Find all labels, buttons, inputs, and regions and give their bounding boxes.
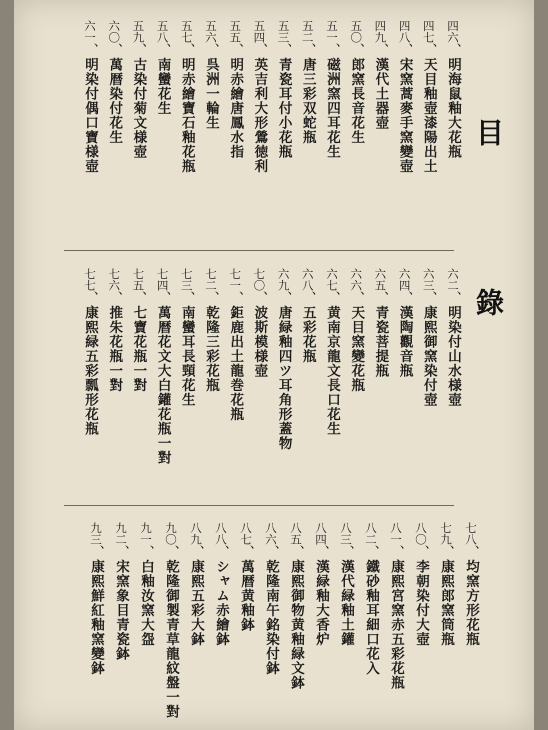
entry-separator: 、: [82, 291, 98, 306]
toc-entry: [462, 522, 479, 647]
toc-entry: [250, 268, 267, 378]
toc-entry: [105, 20, 122, 145]
entry-separator: 、: [163, 545, 179, 560]
entry-separator: 、: [251, 43, 268, 58]
entry-number: 七一: [228, 268, 243, 291]
entry-number: 七二: [204, 268, 218, 291]
entry-number: 六八: [300, 268, 315, 291]
entry-title: 萬暦染付花生: [106, 57, 123, 145]
entry-separator: 、: [420, 291, 437, 306]
entry-separator: 、: [463, 545, 479, 560]
entry-title: 康熙御物黄釉緑文鉢: [288, 559, 304, 690]
toc-entry: [420, 20, 437, 174]
toc-entry: [178, 20, 195, 174]
entry-title: 波斯模様壺: [251, 305, 268, 378]
entry-title: 萬暦黄釉鉢: [238, 559, 254, 632]
toc-entry: [81, 268, 98, 436]
entry-title: 萬暦花文大白鑵花瓶一對: [154, 305, 171, 465]
toc-entry: [347, 268, 364, 393]
entry-number: 五六: [204, 20, 218, 43]
toc-entry: [287, 522, 304, 690]
entry-number: 八三: [339, 522, 353, 545]
toc-entry: [347, 20, 364, 145]
entry-separator: 、: [324, 291, 340, 306]
entry-separator: 、: [263, 545, 279, 560]
entry-number: 七六: [107, 268, 122, 291]
entry-title: シャム赤繪鉢: [213, 559, 229, 647]
entry-number: 八九: [189, 522, 203, 545]
entry-number: 六三: [421, 268, 436, 291]
toc-entry: [323, 20, 340, 159]
toc-entry: [212, 522, 229, 647]
entry-separator: 、: [438, 545, 454, 560]
entry-title: 李朝染付大壺: [413, 559, 429, 647]
entry-separator: 、: [106, 43, 123, 58]
entry-separator: 、: [130, 291, 147, 306]
toc-entry: [437, 522, 454, 647]
entry-title: 天目釉壺漆陽出土: [420, 57, 437, 174]
toc-entry: [87, 522, 104, 676]
toc-entry: [275, 20, 292, 159]
entry-title: 磁洲窯四耳花生: [324, 57, 340, 159]
entry-separator: 、: [372, 43, 389, 58]
toc-entry: [396, 20, 413, 174]
entry-title: 五彩花瓶: [299, 305, 316, 364]
entry-title: 南蠻花生: [154, 57, 171, 116]
entry-number: 九〇: [164, 522, 178, 545]
toc-entry: [444, 20, 461, 159]
entry-number: 六四: [397, 268, 412, 291]
entry-number: 五四: [252, 20, 267, 43]
entry-separator: 、: [275, 291, 292, 306]
entry-title: 明染付山水様壺: [445, 305, 461, 407]
entry-number: 六九: [276, 268, 291, 291]
entry-title: 青瓷耳付小花瓶: [275, 57, 292, 159]
entry-separator: 、: [251, 291, 268, 306]
entry-separator: 、: [227, 291, 244, 306]
entry-separator: 、: [203, 43, 219, 58]
section-divider-top: [64, 250, 454, 251]
entry-number: 五九: [131, 20, 146, 43]
toc-entry: [299, 268, 316, 364]
entry-separator: 、: [188, 545, 204, 560]
entry-number: 八六: [264, 522, 278, 545]
entry-number: 七九: [439, 522, 453, 545]
entry-title: 郎窯長音花生: [348, 57, 365, 145]
entry-separator: 、: [396, 291, 413, 306]
entry-separator: 、: [82, 43, 98, 58]
toc-entry: [444, 268, 461, 407]
entry-number: 五二: [300, 20, 315, 43]
section-divider-bottom: [64, 505, 454, 506]
entry-number: 八一: [389, 522, 403, 545]
toc-entry: [387, 522, 404, 690]
entry-number: 七四: [155, 268, 170, 291]
entry-separator: 、: [213, 545, 229, 560]
toc-entry: [323, 268, 340, 436]
entry-number: 八二: [364, 522, 378, 545]
entry-number: 九三: [89, 522, 103, 545]
entry-separator: 、: [275, 43, 292, 58]
entry-title: 明赤繪寶石釉花瓶: [178, 57, 195, 174]
entry-number: 九二: [114, 522, 128, 545]
entry-separator: 、: [324, 43, 340, 58]
entry-title: 鐵砂釉耳細口花入: [363, 559, 379, 676]
entry-title: 漢代土器壺: [372, 57, 389, 130]
entry-separator: 、: [88, 545, 104, 560]
entry-separator: 、: [299, 291, 316, 306]
entry-number: 七八: [464, 522, 478, 545]
entry-title: 康熙緑五彩瓢形花瓶: [82, 305, 98, 436]
entry-number: 八〇: [414, 522, 428, 545]
entry-separator: 、: [396, 43, 413, 58]
toc-entry: [154, 20, 171, 116]
toc-entry: [275, 268, 292, 451]
entry-title: 明赤繪唐鳳水指: [227, 57, 244, 159]
toc-entry: [81, 20, 98, 174]
entry-separator: 、: [178, 291, 195, 306]
entry-title: 白釉汝窯大盌: [138, 559, 154, 647]
entry-number: 七五: [131, 268, 146, 291]
entry-title: 唐緑釉四ツ耳角形蓋物: [275, 305, 292, 451]
entry-separator: 、: [138, 545, 154, 560]
entry-title: 康熙郎窯筒瓶: [438, 559, 454, 647]
entry-separator: 、: [413, 545, 429, 560]
entry-number: 六二: [446, 268, 460, 291]
entry-title: 唐三彩双蛇瓶: [299, 57, 316, 145]
toc-entry: [105, 268, 122, 393]
toc-entry: [137, 522, 154, 647]
entry-separator: 、: [203, 291, 219, 306]
entry-title: 康熙宮窯赤五彩花瓶: [388, 559, 404, 690]
entry-title: 漢代緑釉土鑵: [338, 559, 354, 647]
entry-title: 康熙鮮紅釉窯變鉢: [88, 559, 104, 676]
entry-title: 天目窯變花瓶: [348, 305, 365, 393]
entry-title: 鉅鹿出土龍巻花瓶: [227, 305, 244, 422]
entry-number: 四七: [421, 20, 436, 43]
toc-entry: [129, 20, 146, 159]
entry-title: 漢緑釉大香炉: [313, 559, 329, 647]
toc-entry: [226, 268, 243, 422]
toc-entry: [226, 20, 243, 159]
entry-title: 古染付菊文様壺: [130, 57, 147, 159]
entry-number: 五七: [179, 20, 194, 43]
entry-separator: 、: [178, 43, 195, 58]
entry-number: 八八: [214, 522, 228, 545]
entry-title: 漢陶觀音瓶: [396, 305, 413, 378]
entry-number: 六〇: [107, 20, 122, 43]
entry-number: 四六: [446, 20, 460, 43]
entry-title: 黄南京龍文長口花生: [324, 305, 340, 436]
entry-title: 康熙五彩大鉢: [188, 559, 204, 647]
toc-entry: [420, 268, 437, 407]
entry-separator: 、: [238, 545, 254, 560]
toc-entry: [371, 20, 388, 130]
entry-number: 九一: [139, 522, 153, 545]
entry-number: 五〇: [349, 20, 364, 43]
entry-number: 七三: [179, 268, 194, 291]
entry-separator: 、: [348, 43, 365, 58]
entry-number: 八七: [239, 522, 253, 545]
entry-number: 八四: [314, 522, 328, 545]
entry-separator: 、: [154, 291, 171, 306]
entry-number: 六六: [349, 268, 364, 291]
toc-entry: [396, 268, 413, 378]
entry-separator: 、: [372, 291, 389, 306]
entry-title: 乾隆三彩花瓶: [203, 305, 219, 393]
entry-separator: 、: [106, 291, 123, 306]
entry-title: 康熙御窯染付壺: [420, 305, 437, 407]
entry-title: 英吉利大形鶯徳利: [251, 57, 268, 174]
entry-number: 七七: [83, 268, 97, 291]
entry-separator: 、: [420, 43, 437, 58]
entry-title: 推朱花瓶一對: [106, 305, 123, 393]
toc-entry: [312, 522, 329, 647]
entry-number: 八五: [289, 522, 303, 545]
toc-page: [14, 0, 534, 730]
toc-entry: [412, 522, 429, 647]
entry-separator: 、: [113, 545, 129, 560]
toc-entry: [299, 20, 316, 145]
entry-number: 五三: [276, 20, 291, 43]
toc-entry: [237, 522, 254, 632]
entry-number: 七〇: [252, 268, 267, 291]
toc-entry: [371, 268, 388, 378]
entry-separator: 、: [154, 43, 171, 58]
entry-title: 青瓷菩提瓶: [372, 305, 389, 378]
entry-title: 乾隆御製青草龍紋盤一對: [163, 559, 179, 719]
entry-separator: 、: [299, 43, 316, 58]
toc-entry: [202, 268, 219, 393]
toc-entry: [187, 522, 204, 647]
toc-entry: [162, 522, 179, 719]
entry-title: 明海鼠釉大花瓶: [445, 57, 461, 159]
toc-entry: [337, 522, 354, 647]
entry-separator: 、: [445, 291, 461, 306]
entry-number: 六五: [373, 268, 388, 291]
toc-entry: [250, 20, 267, 174]
toc-entry: [178, 268, 195, 407]
entry-separator: 、: [363, 545, 379, 560]
entry-separator: 、: [388, 545, 404, 560]
toc-entry: [129, 268, 146, 393]
entry-title: 七寶花瓶一對: [130, 305, 147, 393]
heading-moku: 目: [472, 118, 505, 146]
entry-title: 乾隆南午銘染付鉢: [263, 559, 279, 676]
entry-number: 五五: [228, 20, 243, 43]
toc-entry: [262, 522, 279, 676]
entry-number: 六七: [325, 268, 339, 291]
toc-entry: [202, 20, 219, 130]
entry-title: 宋窯蒿麥手窯變壺: [396, 57, 413, 174]
entry-separator: 、: [348, 291, 365, 306]
entry-separator: 、: [338, 545, 354, 560]
toc-entry: [154, 268, 171, 465]
entry-number: 四九: [373, 20, 388, 43]
entry-title: 呉洲一輪生: [203, 57, 219, 130]
entry-separator: 、: [227, 43, 244, 58]
entry-title: 均窯方形花瓶: [463, 559, 479, 647]
entry-separator: 、: [130, 43, 147, 58]
entry-separator: 、: [313, 545, 329, 560]
entry-title: 南蠻耳長頸花生: [178, 305, 195, 407]
entry-separator: 、: [288, 545, 304, 560]
entry-number: 六一: [83, 20, 97, 43]
toc-entry: [112, 522, 129, 661]
entry-number: 五一: [325, 20, 339, 43]
entry-number: 四八: [397, 20, 412, 43]
entry-title: 宋窯象目青瓷鉢: [113, 559, 129, 661]
entry-title: 明染付偶口寶様壺: [82, 57, 98, 174]
entry-separator: 、: [445, 43, 461, 58]
heading-roku: 錄: [472, 288, 505, 316]
toc-entry: [362, 522, 379, 676]
entry-number: 五八: [155, 20, 170, 43]
